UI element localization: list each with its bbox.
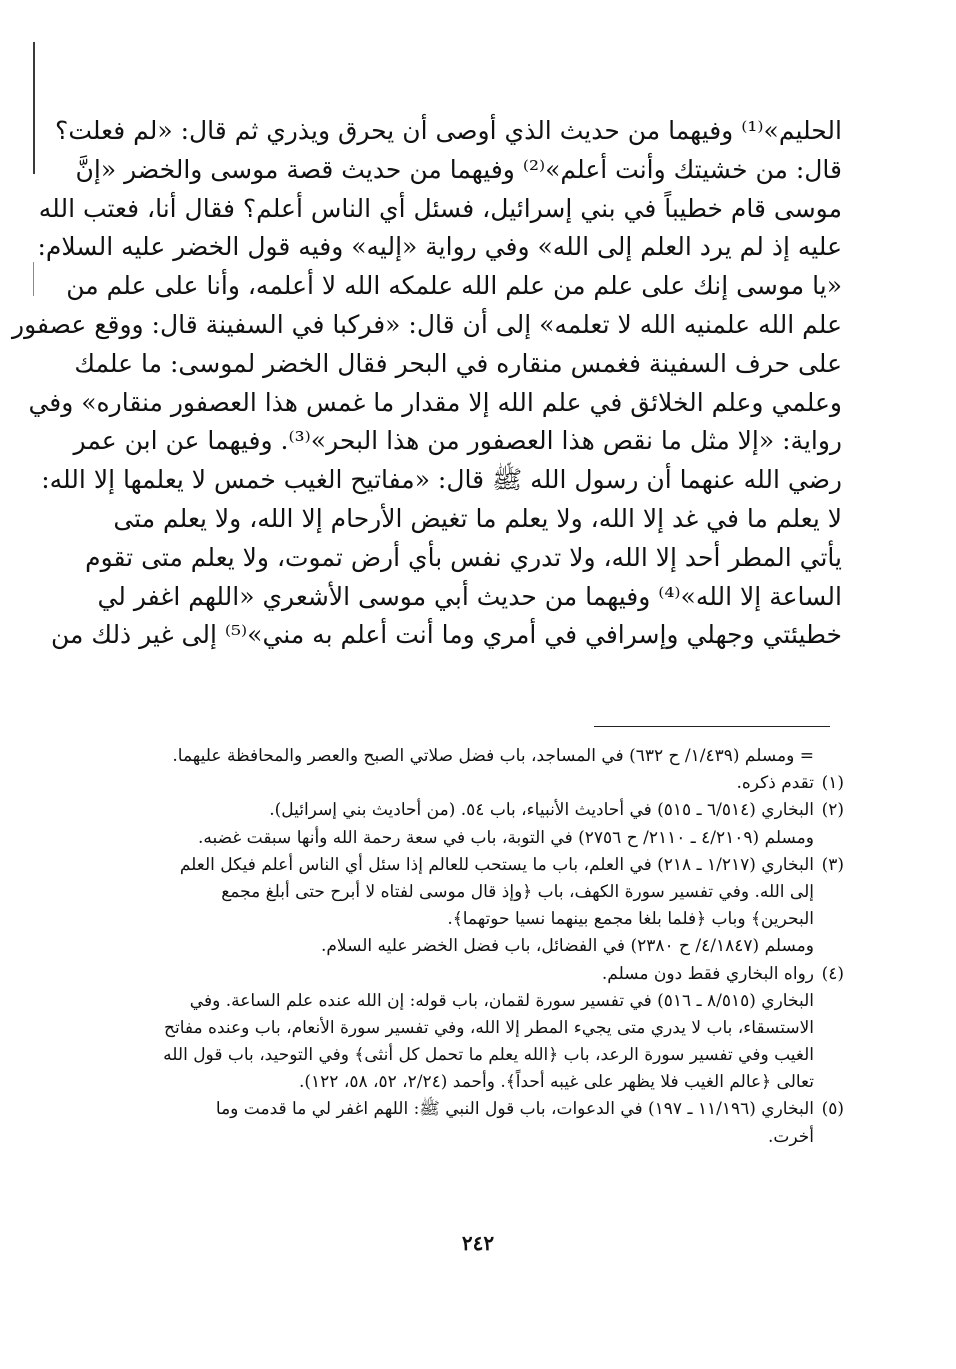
main-line-5: «يا موسى إنك على علم من علم الله علمكه الله لا أعلمه، وأنا على علم من <box>66 271 842 301</box>
page-number: ٢٤٢ <box>461 1231 495 1255</box>
footnotes <box>114 743 844 1151</box>
main-line-10: رضي الله عنهما أن رسول الله ﷺ قال: «مفاتيح الغيب خمس لا يعلمها إلا الله: <box>41 465 842 495</box>
footnote-text: البخاري (٨/٥١٥ ـ ٥١٦) في تفسير سورة لقمان، باب قوله: إن الله عنده علم الساعة. وفي <box>189 990 814 1011</box>
footnote-line <box>114 852 844 879</box>
footnote-line <box>114 988 844 1015</box>
footnote-number: (٢) <box>821 800 844 821</box>
main-line-2: قال: من خشيتك وأنت أعلم»⁽²⁾ وفيهما من حديث قصة موسى والخضر «إنَّ <box>75 154 842 184</box>
main-line-4: عليه إذ لم يرد العلم إلى الله» وفي رواية «إليه» وفيه قول الخضر عليه السلام: <box>37 232 842 262</box>
footnote-number: (٣) <box>821 854 844 875</box>
footnote-text: البخاري (١١/١٩٦ ـ ١٩٧) في الدعوات، باب قول النبي ﷺ: اللهم اغفر لي ما قدمت وما <box>215 1099 814 1120</box>
footnote-number: (١) <box>821 773 844 794</box>
footnote-line <box>114 743 844 770</box>
main-line-3: موسى قام خطيباً في بني إسرائيل، فسئل أي الناس أعلم؟ فقال أنا، فعتب الله <box>38 193 842 223</box>
footnote-number: (٤) <box>821 963 844 984</box>
footnote-line <box>114 1069 844 1096</box>
footnote-line <box>114 1124 844 1151</box>
footnote-line <box>114 797 844 824</box>
footnote-text: تعالى ﴿عالم الغيب فلا يظهر على غيبه أحداً﴾. وأحمد (٢/٢٤، ٥٢، ٥٨، ١٢٢). <box>298 1072 814 1093</box>
footnote-text: أخرت. <box>767 1126 814 1147</box>
footnote-line <box>114 933 844 960</box>
main-line-6: علم الله علمنيه الله لا تعلمه» إلى أن قال: «فركبا في السفينة قال: ووقع عصفور <box>12 309 842 339</box>
footnote-line <box>114 961 844 988</box>
main-line-13: الساعة إلا الله»⁽⁴⁾ وفيهما من حديث أبي موسى الأشعري «اللهم اغفر لي <box>97 581 842 611</box>
footnote-text: البخاري (٦/٥١٤ ـ ٥١٥) في أحاديث الأنبياء، باب ٥٤. (من أحاديث بني إسرائيل). <box>269 800 814 821</box>
footnote-text: ومسلم (٤/٢١٠٩ ـ ٢١١٠/ ح ٢٧٥٦) في التوبة، باب في سعة رحمة الله وأنها سبقت غضبه. <box>197 827 814 848</box>
footnote-line <box>114 825 844 852</box>
footnote-text: رواه البخاري فقط دون مسلم. <box>601 963 814 984</box>
main-line-1: الحليم»⁽¹⁾ وفيهما من حديث الذي أوصى أن يحرق ويذري ثم قال: «لم فعلت؟ <box>55 116 842 145</box>
footnote-line <box>114 1042 844 1069</box>
footnote-line <box>114 1096 844 1123</box>
footnote-line <box>114 1015 844 1042</box>
footnote-text: إلى الله. وفي تفسير سورة الكهف، باب ﴿وإذ قال موسى لفتاه لا أبرح حتى أبلغ مجمع <box>221 881 814 902</box>
footnote-text: = ومسلم (١/٤٣٩/ ح ٦٣٢) في المساجد، باب فضل صلاتي الصبح والعصر والمحافظة عليهما. <box>172 746 814 766</box>
footnote-line <box>114 770 844 797</box>
main-line-7: على حرف السفينة فغمس منقاره في البحر فقال الخضر لموسى: ما علمك <box>74 348 842 378</box>
footnote-text: الاستسقاء، باب لا يدري متى يجيء المطر إلا الله، وفي تفسير سورة الأنعام، باب وعنده مفاتح <box>164 1017 814 1038</box>
footnote-text: البخاري (١/٢١٧ ـ ٢١٨) في العلم، باب ما يستحب للعالم إذا سئل أي الناس أعلم فيكل العلم <box>179 854 814 875</box>
main-line-9: رواية: «إلا مثل ما نقص هذا العصفور من هذا البحر»⁽³⁾. وفيهما عن ابن عمر <box>73 426 842 456</box>
main-body-text <box>12 112 842 655</box>
main-line-8: وعلمي وعلم الخلائق في علم الله إلا مقدار ما غمس هذا العصفور منقاره» وفي <box>28 387 842 417</box>
margin-rule <box>33 42 35 174</box>
footnote-text: تقدم ذكره. <box>736 773 814 794</box>
footnote-separator <box>594 726 830 727</box>
footnote-text: الغيب وفي تفسير سورة الرعد، باب ﴿الله يعلم ما تحمل كل أنثى﴾ وفي التوحيد، باب قول الله <box>163 1045 814 1066</box>
margin-rule-secondary <box>33 262 34 296</box>
main-line-14: خطيئتي وجهلي وإسرافي في أمري وما أنت أعلم به مني»⁽⁵⁾ إلى غير ذلك من <box>51 620 842 650</box>
main-line-11: لا يعلم ما في غد إلا الله، ولا يعلم ما تغيض الأرحام إلا الله، ولا يعلم متى <box>113 503 842 533</box>
footnote-line <box>114 906 844 933</box>
footnote-text: ومسلم (٤/١٨٤٧/ ح ٢٣٨٠) في الفضائل، باب فضل الخضر عليه السلام. <box>321 936 814 957</box>
main-line-12: يأتي المطر أحد إلا الله، ولا تدري نفس بأي أرض تموت، ولا يعلم متى تقوم <box>85 542 842 572</box>
footnote-text: البحرين﴾ وباب ﴿فلما بلغا مجمع بينهما نسيا حوتهما﴾. <box>447 909 814 930</box>
footnote-line <box>114 879 844 906</box>
footnote-number: (٥) <box>821 1099 844 1120</box>
